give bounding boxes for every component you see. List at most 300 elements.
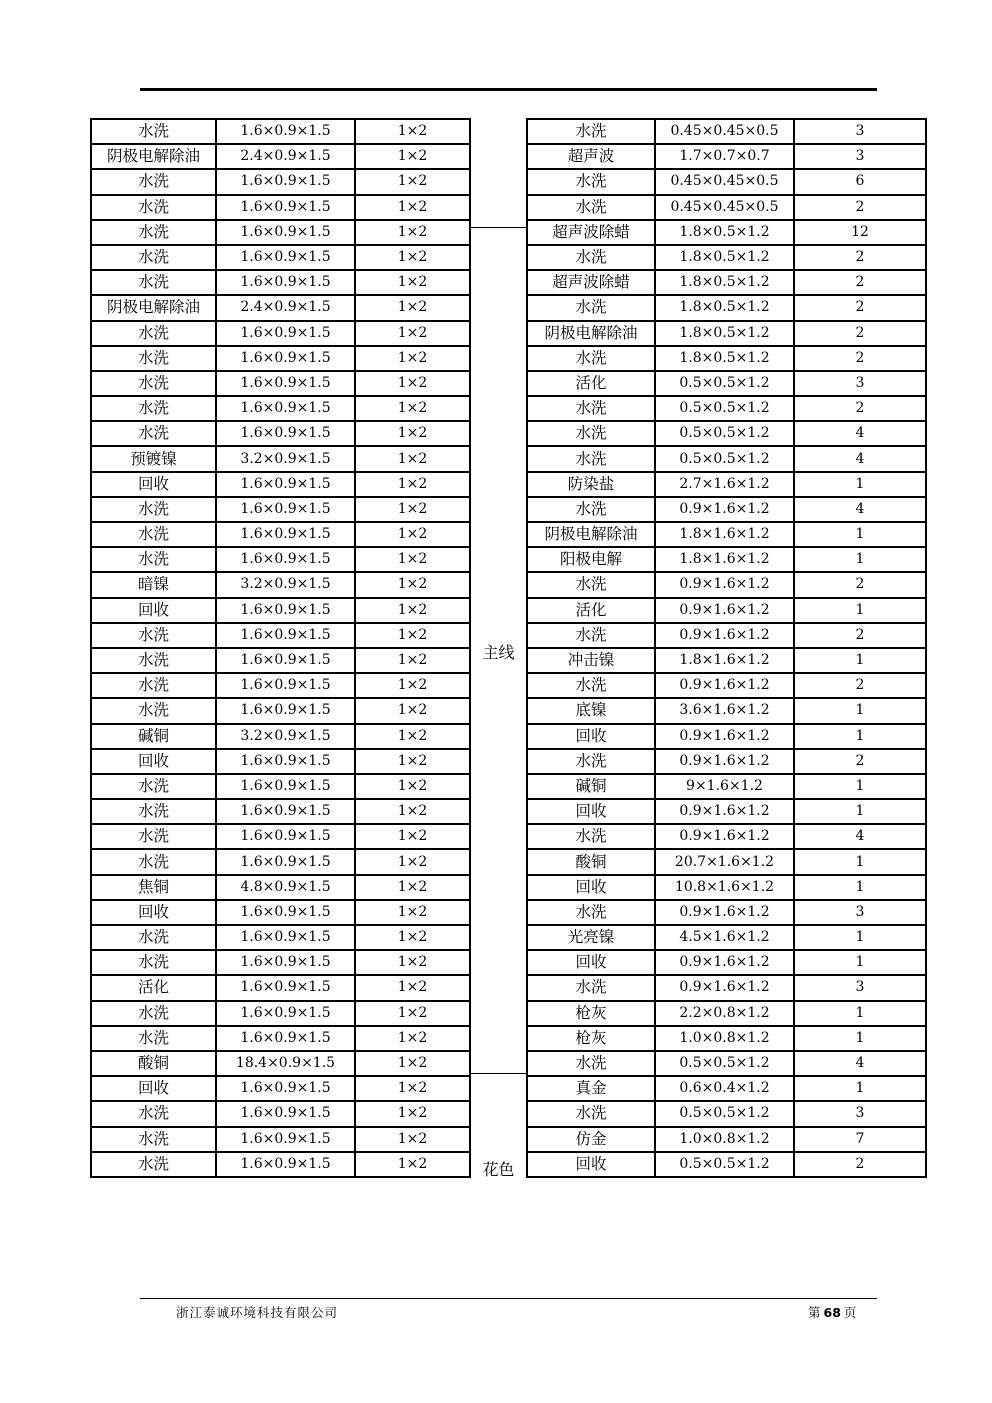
right-table-row <box>527 623 926 648</box>
right-table-row <box>527 925 926 950</box>
tank-count-cell: 1×2 <box>355 396 470 421</box>
tank-dimension-cell: 1.6×0.9×1.5 <box>216 1001 355 1026</box>
left-table-row <box>91 1152 470 1177</box>
tank-dimension-cell: 1.6×0.9×1.5 <box>216 900 355 925</box>
process-name-cell: 水洗 <box>527 900 655 925</box>
tank-count-cell: 1×2 <box>355 925 470 950</box>
tank-count-cell: 1×2 <box>355 371 470 396</box>
process-name-cell: 水洗 <box>527 245 655 270</box>
tank-count-cell: 3 <box>794 975 926 1000</box>
tank-count-cell: 1×2 <box>355 497 470 522</box>
tank-count-cell: 1 <box>794 875 926 900</box>
tank-dimension-cell: 4.5×1.6×1.2 <box>655 925 794 950</box>
left-table-row <box>91 195 470 220</box>
right-table-row <box>527 724 926 749</box>
tank-count-cell: 6 <box>794 169 926 194</box>
tank-count-cell: 1×2 <box>355 749 470 774</box>
left-table-row <box>91 1001 470 1026</box>
tank-count-cell: 1×2 <box>355 245 470 270</box>
tank-count-cell: 1×2 <box>355 698 470 723</box>
left-table-row <box>91 598 470 623</box>
process-name-cell: 水洗 <box>91 396 216 421</box>
tank-count-cell: 2 <box>794 749 926 774</box>
process-name-cell: 回收 <box>527 799 655 824</box>
tank-dimension-cell: 1.6×0.9×1.5 <box>216 1127 355 1152</box>
right-table-row <box>527 673 926 698</box>
tank-count-cell: 4 <box>794 1051 926 1076</box>
tank-count-cell: 3 <box>794 1101 926 1126</box>
tank-dimension-cell: 1.8×1.6×1.2 <box>655 522 794 547</box>
tank-count-cell: 2 <box>794 270 926 295</box>
tank-dimension-cell: 1.6×0.9×1.5 <box>216 1101 355 1126</box>
tank-count-cell: 2 <box>794 295 926 320</box>
tank-count-cell: 1×2 <box>355 1026 470 1051</box>
process-name-cell: 水洗 <box>527 119 655 144</box>
process-name-cell: 回收 <box>91 598 216 623</box>
process-name-cell: 阳极电解 <box>527 547 655 572</box>
tank-dimension-cell: 2.4×0.9×1.5 <box>216 295 355 320</box>
right-table-row <box>527 446 926 471</box>
process-name-cell: 水洗 <box>527 572 655 597</box>
right-table-row <box>527 598 926 623</box>
tank-count-cell: 1 <box>794 1001 926 1026</box>
tank-dimension-cell: 1.6×0.9×1.5 <box>216 472 355 497</box>
tank-count-cell: 1×2 <box>355 1001 470 1026</box>
process-name-cell: 水洗 <box>91 1127 216 1152</box>
process-name-cell: 回收 <box>91 900 216 925</box>
process-name-cell: 回收 <box>527 1152 655 1177</box>
process-name-cell: 水洗 <box>527 346 655 371</box>
tank-count-cell: 1 <box>794 950 926 975</box>
tank-dimension-cell: 0.5×0.5×1.2 <box>655 421 794 446</box>
tank-count-cell: 1 <box>794 648 926 673</box>
tank-dimension-cell: 1.6×0.9×1.5 <box>216 497 355 522</box>
tank-dimension-cell: 1.6×0.9×1.5 <box>216 119 355 144</box>
tank-dimension-cell: 1.8×0.5×1.2 <box>655 321 794 346</box>
tank-count-cell: 1×2 <box>355 421 470 446</box>
process-name-cell: 枪灰 <box>527 1026 655 1051</box>
left-table-row <box>91 824 470 849</box>
tank-count-cell: 12 <box>794 220 926 245</box>
process-name-cell: 水洗 <box>527 295 655 320</box>
left-table-row <box>91 169 470 194</box>
tank-dimension-cell: 0.5×0.5×1.2 <box>655 1152 794 1177</box>
right-table-row <box>527 774 926 799</box>
tank-dimension-cell: 0.9×1.6×1.2 <box>655 799 794 824</box>
tank-dimension-cell: 3.2×0.9×1.5 <box>216 446 355 471</box>
left-table-row <box>91 925 470 950</box>
tank-dimension-cell: 1.8×0.5×1.2 <box>655 270 794 295</box>
process-name-cell: 回收 <box>91 749 216 774</box>
left-table-row <box>91 547 470 572</box>
right-table-row <box>527 472 926 497</box>
process-name-cell: 水洗 <box>91 623 216 648</box>
tank-count-cell: 1×2 <box>355 1101 470 1126</box>
tank-dimension-cell: 3.6×1.6×1.2 <box>655 698 794 723</box>
tank-dimension-cell: 1.6×0.9×1.5 <box>216 925 355 950</box>
tank-count-cell: 1 <box>794 799 926 824</box>
tank-dimension-cell: 4.8×0.9×1.5 <box>216 875 355 900</box>
process-name-cell: 水洗 <box>91 698 216 723</box>
left-table-row <box>91 421 470 446</box>
tank-dimension-cell: 0.9×1.6×1.2 <box>655 623 794 648</box>
tank-dimension-cell: 1.6×0.9×1.5 <box>216 346 355 371</box>
tank-dimension-cell: 1.6×0.9×1.5 <box>216 950 355 975</box>
left-table-row <box>91 295 470 320</box>
process-name-cell: 超声波除蜡 <box>527 220 655 245</box>
tank-count-cell: 1×2 <box>355 220 470 245</box>
tank-dimension-cell: 1.0×0.8×1.2 <box>655 1127 794 1152</box>
process-name-cell: 水洗 <box>527 396 655 421</box>
tank-count-cell: 1 <box>794 522 926 547</box>
left-table-row <box>91 270 470 295</box>
tank-dimension-cell: 1.6×0.9×1.5 <box>216 849 355 874</box>
tank-count-cell: 1 <box>794 925 926 950</box>
tank-count-cell: 2 <box>794 1152 926 1177</box>
left-table-row <box>91 1026 470 1051</box>
tank-count-cell: 3 <box>794 900 926 925</box>
left-table-row <box>91 724 470 749</box>
process-name-cell: 超声波除蜡 <box>527 270 655 295</box>
tank-count-cell: 1×2 <box>355 1076 470 1101</box>
tank-count-cell: 1×2 <box>355 975 470 1000</box>
process-name-cell: 水洗 <box>91 799 216 824</box>
tank-count-cell: 2 <box>794 195 926 220</box>
left-table-row <box>91 472 470 497</box>
right-table-row <box>527 547 926 572</box>
tank-count-cell: 1×2 <box>355 295 470 320</box>
tank-dimension-cell: 0.9×1.6×1.2 <box>655 673 794 698</box>
process-name-cell: 碱铜 <box>527 774 655 799</box>
tank-dimension-cell: 1.7×0.7×0.7 <box>655 144 794 169</box>
process-name-cell: 水洗 <box>91 321 216 346</box>
right-table-row <box>527 648 926 673</box>
process-name-cell: 水洗 <box>91 497 216 522</box>
tank-count-cell: 3 <box>794 371 926 396</box>
left-table-row <box>91 1127 470 1152</box>
right-table-row <box>527 749 926 774</box>
left-table-row <box>91 623 470 648</box>
tank-count-cell: 1×2 <box>355 1127 470 1152</box>
left-table-row <box>91 950 470 975</box>
process-name-cell: 回收 <box>91 1076 216 1101</box>
tank-dimension-cell: 0.9×1.6×1.2 <box>655 900 794 925</box>
tank-count-cell: 1×2 <box>355 270 470 295</box>
tank-count-cell: 1×2 <box>355 623 470 648</box>
right-table-row <box>527 522 926 547</box>
tank-count-cell: 1×2 <box>355 875 470 900</box>
page-suffix: 页 <box>843 1305 857 1320</box>
right-table-row <box>527 144 926 169</box>
process-name-cell: 冲击镍 <box>527 648 655 673</box>
right-table-row <box>527 698 926 723</box>
left-table-row <box>91 522 470 547</box>
tank-dimension-cell: 3.2×0.9×1.5 <box>216 572 355 597</box>
tank-count-cell: 1×2 <box>355 195 470 220</box>
process-name-cell: 水洗 <box>91 648 216 673</box>
process-name-cell: 焦铜 <box>91 875 216 900</box>
right-table-row <box>527 824 926 849</box>
left-table-row <box>91 497 470 522</box>
tank-dimension-cell: 1.8×0.5×1.2 <box>655 346 794 371</box>
process-name-cell: 水洗 <box>527 497 655 522</box>
tank-count-cell: 1×2 <box>355 547 470 572</box>
process-name-cell: 活化 <box>91 975 216 1000</box>
left-table-row <box>91 799 470 824</box>
process-name-cell: 水洗 <box>527 1101 655 1126</box>
right-table-row <box>527 220 926 245</box>
tank-count-cell: 2 <box>794 321 926 346</box>
tank-dimension-cell: 0.45×0.45×0.5 <box>655 119 794 144</box>
tank-dimension-cell: 0.5×0.5×1.2 <box>655 1051 794 1076</box>
tank-count-cell: 1×2 <box>355 446 470 471</box>
tank-dimension-cell: 1.6×0.9×1.5 <box>216 371 355 396</box>
right-table-row <box>527 849 926 874</box>
tank-dimension-cell: 0.5×0.5×1.2 <box>655 1101 794 1126</box>
tank-dimension-cell: 1.6×0.9×1.5 <box>216 799 355 824</box>
process-name-cell: 水洗 <box>527 749 655 774</box>
right-table-row <box>527 321 926 346</box>
tank-dimension-cell: 2.2×0.8×1.2 <box>655 1001 794 1026</box>
tank-count-cell: 1×2 <box>355 598 470 623</box>
tank-count-cell: 2 <box>794 572 926 597</box>
process-name-cell: 水洗 <box>527 195 655 220</box>
process-name-cell: 超声波 <box>527 144 655 169</box>
tank-dimension-cell: 1.8×0.5×1.2 <box>655 295 794 320</box>
tank-count-cell: 1 <box>794 849 926 874</box>
tank-dimension-cell: 0.6×0.4×1.2 <box>655 1076 794 1101</box>
right-table-row <box>527 975 926 1000</box>
tank-count-cell: 1 <box>794 1076 926 1101</box>
tank-dimension-cell: 1.6×0.9×1.5 <box>216 396 355 421</box>
tank-dimension-cell: 0.9×1.6×1.2 <box>655 572 794 597</box>
tank-dimension-cell: 3.2×0.9×1.5 <box>216 724 355 749</box>
process-name-cell: 水洗 <box>91 522 216 547</box>
left-table-row <box>91 698 470 723</box>
left-table-row <box>91 572 470 597</box>
section-divider-bottom <box>471 1073 526 1074</box>
tank-count-cell: 4 <box>794 497 926 522</box>
process-name-cell: 水洗 <box>91 925 216 950</box>
right-tank-table <box>526 118 927 1178</box>
tank-dimension-cell: 1.6×0.9×1.5 <box>216 522 355 547</box>
tank-dimension-cell: 0.9×1.6×1.2 <box>655 950 794 975</box>
tank-dimension-cell: 9×1.6×1.2 <box>655 774 794 799</box>
tank-dimension-cell: 1.6×0.9×1.5 <box>216 421 355 446</box>
process-name-cell: 水洗 <box>527 169 655 194</box>
process-name-cell: 暗镍 <box>91 572 216 597</box>
process-name-cell: 阴极电解除油 <box>91 295 216 320</box>
tank-count-cell: 1×2 <box>355 119 470 144</box>
left-table-row <box>91 1076 470 1101</box>
page-prefix: 第 <box>808 1305 821 1320</box>
tank-dimension-cell: 0.45×0.45×0.5 <box>655 169 794 194</box>
tank-count-cell: 1 <box>794 598 926 623</box>
right-table-row <box>527 119 926 144</box>
process-name-cell: 防染盐 <box>527 472 655 497</box>
right-table-row <box>527 900 926 925</box>
right-table-row <box>527 1101 926 1126</box>
tank-count-cell: 1 <box>794 472 926 497</box>
tank-dimension-cell: 10.8×1.6×1.2 <box>655 875 794 900</box>
process-name-cell: 水洗 <box>91 119 216 144</box>
process-name-cell: 水洗 <box>527 673 655 698</box>
process-name-cell: 碱铜 <box>91 724 216 749</box>
tank-count-cell: 2 <box>794 623 926 648</box>
tank-dimension-cell: 1.6×0.9×1.5 <box>216 1152 355 1177</box>
tank-dimension-cell: 0.9×1.6×1.2 <box>655 497 794 522</box>
process-name-cell: 仿金 <box>527 1127 655 1152</box>
process-name-cell: 水洗 <box>527 623 655 648</box>
right-table-row <box>527 1001 926 1026</box>
tank-dimension-cell: 1.0×0.8×1.2 <box>655 1026 794 1051</box>
tank-dimension-cell: 1.8×1.6×1.2 <box>655 648 794 673</box>
section-divider-top <box>471 227 526 228</box>
process-name-cell: 水洗 <box>91 371 216 396</box>
footer-page-number <box>808 1303 856 1321</box>
process-name-cell: 底镍 <box>527 698 655 723</box>
tank-dimension-cell: 1.6×0.9×1.5 <box>216 749 355 774</box>
right-table-row <box>527 1026 926 1051</box>
left-table-row <box>91 144 470 169</box>
tank-dimension-cell: 0.5×0.5×1.2 <box>655 396 794 421</box>
process-name-cell: 水洗 <box>91 220 216 245</box>
left-table-row <box>91 900 470 925</box>
tank-dimension-cell: 1.6×0.9×1.5 <box>216 598 355 623</box>
tank-dimension-cell: 0.5×0.5×1.2 <box>655 446 794 471</box>
tank-dimension-cell: 1.8×0.5×1.2 <box>655 220 794 245</box>
right-table-row <box>527 396 926 421</box>
tank-dimension-cell: 0.5×0.5×1.2 <box>655 371 794 396</box>
tank-dimension-cell: 1.6×0.9×1.5 <box>216 195 355 220</box>
process-name-cell: 水洗 <box>91 1152 216 1177</box>
left-table-row <box>91 446 470 471</box>
tank-count-cell: 1 <box>794 1026 926 1051</box>
process-name-cell: 预镀镍 <box>91 446 216 471</box>
process-name-cell: 水洗 <box>527 446 655 471</box>
process-name-cell: 活化 <box>527 598 655 623</box>
right-table-row <box>527 950 926 975</box>
left-table-row <box>91 396 470 421</box>
footer-company-name: 浙江泰诚环境科技有限公司 <box>176 1305 339 1320</box>
process-name-cell: 水洗 <box>91 824 216 849</box>
process-name-cell: 水洗 <box>91 195 216 220</box>
page-number: 68 <box>823 1305 841 1320</box>
process-name-cell: 水洗 <box>91 774 216 799</box>
left-table-row <box>91 119 470 144</box>
right-table-row <box>527 245 926 270</box>
process-name-cell: 水洗 <box>527 975 655 1000</box>
tank-count-cell: 1×2 <box>355 673 470 698</box>
right-table-row <box>527 1152 926 1177</box>
tank-dimension-cell: 1.6×0.9×1.5 <box>216 698 355 723</box>
color-line-label: 花色 <box>482 1160 515 1179</box>
process-name-cell: 水洗 <box>527 824 655 849</box>
process-name-cell: 回收 <box>91 472 216 497</box>
tank-dimension-cell: 1.6×0.9×1.5 <box>216 1076 355 1101</box>
process-name-cell: 阴极电解除油 <box>91 144 216 169</box>
tank-dimension-cell: 1.8×1.6×1.2 <box>655 547 794 572</box>
tank-count-cell: 1×2 <box>355 849 470 874</box>
process-name-cell: 水洗 <box>91 849 216 874</box>
right-table-row <box>527 169 926 194</box>
tank-dimension-cell: 1.6×0.9×1.5 <box>216 975 355 1000</box>
left-table-row <box>91 371 470 396</box>
tank-dimension-cell: 0.9×1.6×1.2 <box>655 598 794 623</box>
process-name-cell: 真金 <box>527 1076 655 1101</box>
right-table-row <box>527 346 926 371</box>
tank-count-cell: 1×2 <box>355 169 470 194</box>
process-name-cell: 回收 <box>527 875 655 900</box>
main-line-label: 主线 <box>482 643 515 662</box>
tank-dimension-cell: 1.6×0.9×1.5 <box>216 673 355 698</box>
process-name-cell: 光亮镍 <box>527 925 655 950</box>
process-name-cell: 水洗 <box>91 245 216 270</box>
tank-dimension-cell: 1.6×0.9×1.5 <box>216 321 355 346</box>
right-table-row <box>527 1127 926 1152</box>
tank-dimension-cell: 1.6×0.9×1.5 <box>216 623 355 648</box>
tank-count-cell: 1×2 <box>355 321 470 346</box>
process-name-cell: 酸铜 <box>527 849 655 874</box>
tank-count-cell: 2 <box>794 396 926 421</box>
left-table-row <box>91 346 470 371</box>
tank-count-cell: 1×2 <box>355 824 470 849</box>
process-name-cell: 水洗 <box>527 421 655 446</box>
right-table-row <box>527 799 926 824</box>
right-table-row <box>527 195 926 220</box>
tank-count-cell: 3 <box>794 119 926 144</box>
process-name-cell: 水洗 <box>527 1051 655 1076</box>
process-name-cell: 活化 <box>527 371 655 396</box>
tank-dimension-cell: 1.6×0.9×1.5 <box>216 774 355 799</box>
left-table-row <box>91 774 470 799</box>
tank-count-cell: 1×2 <box>355 774 470 799</box>
tank-count-cell: 1×2 <box>355 1152 470 1177</box>
footer-rule <box>140 1298 877 1299</box>
tank-dimension-cell: 2.4×0.9×1.5 <box>216 144 355 169</box>
left-table-row <box>91 875 470 900</box>
tank-count-cell: 1×2 <box>355 472 470 497</box>
tank-dimension-cell: 18.4×0.9×1.5 <box>216 1051 355 1076</box>
process-name-cell: 酸铜 <box>91 1051 216 1076</box>
tank-count-cell: 4 <box>794 421 926 446</box>
tank-dimension-cell: 0.9×1.6×1.2 <box>655 749 794 774</box>
tank-dimension-cell: 1.6×0.9×1.5 <box>216 648 355 673</box>
tank-dimension-cell: 0.9×1.6×1.2 <box>655 824 794 849</box>
left-table-row <box>91 849 470 874</box>
process-name-cell: 水洗 <box>91 547 216 572</box>
right-table-row <box>527 371 926 396</box>
left-table-row <box>91 673 470 698</box>
left-table-row <box>91 245 470 270</box>
tank-dimension-cell: 1.6×0.9×1.5 <box>216 547 355 572</box>
left-table-row <box>91 321 470 346</box>
right-table-row <box>527 572 926 597</box>
tank-count-cell: 2 <box>794 245 926 270</box>
tank-dimension-cell: 1.6×0.9×1.5 <box>216 220 355 245</box>
tank-dimension-cell: 1.6×0.9×1.5 <box>216 245 355 270</box>
tank-dimension-cell: 1.8×0.5×1.2 <box>655 245 794 270</box>
left-tank-table <box>90 118 471 1178</box>
tank-dimension-cell: 0.9×1.6×1.2 <box>655 975 794 1000</box>
process-name-cell: 回收 <box>527 724 655 749</box>
tank-count-cell: 1×2 <box>355 522 470 547</box>
left-table-row <box>91 1101 470 1126</box>
tank-dimension-cell: 1.6×0.9×1.5 <box>216 270 355 295</box>
process-name-cell: 水洗 <box>91 1101 216 1126</box>
tank-count-cell: 1×2 <box>355 648 470 673</box>
process-name-cell: 水洗 <box>91 169 216 194</box>
